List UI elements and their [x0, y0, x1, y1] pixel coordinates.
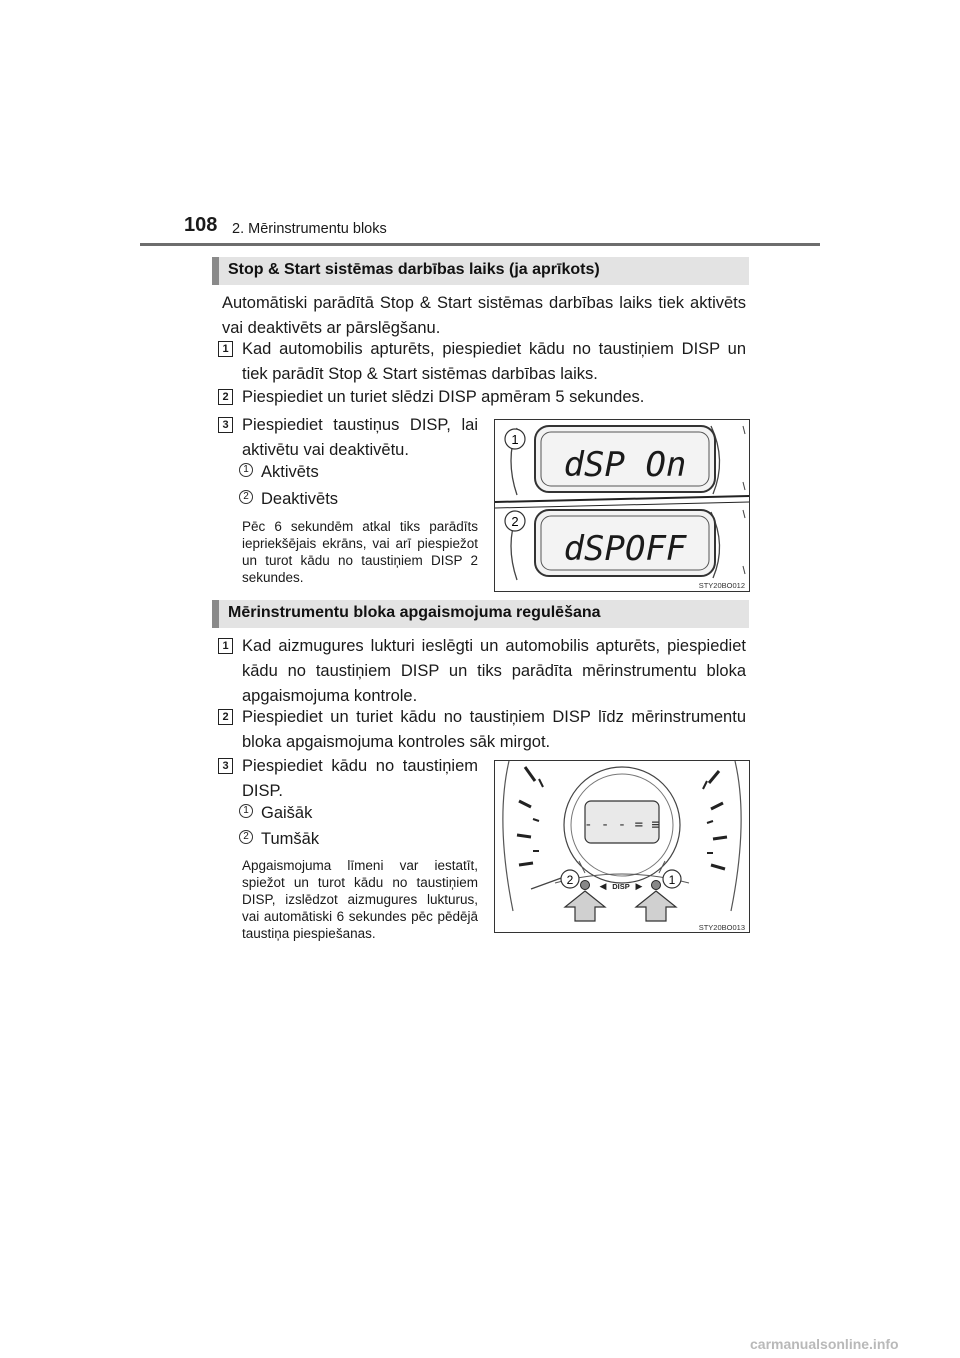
disp-right-button: [652, 881, 661, 890]
step-text: Piespiediet taustiņus DISP, lai aktivētu vai deaktivētu.: [242, 416, 478, 459]
note-text: Pēc 6 sekundēm atkal tiks parādīts iepriekšējais ekrāns, vai arī piespiežot un turot kādu no taustiņiem DISP 2 sekundes.: [242, 519, 478, 585]
brightness-level-readout: - - - = ≡: [584, 817, 660, 833]
display-off-readout: dSPOFF: [563, 529, 687, 569]
right-arrow-icon: ▶: [635, 881, 643, 891]
lcd-display-diagram: [495, 420, 749, 591]
step-number-box: 2: [218, 709, 233, 725]
figure-code: STY20BO013: [698, 923, 745, 932]
option-label: Aktivēts: [261, 463, 319, 481]
option-label: Deaktivēts: [261, 490, 339, 508]
step-number-box: 3: [218, 758, 233, 774]
step-text: Kad aizmugures lukturi ieslēgti un automobilis apturēts, piespiediet kādu no taustiņiem DISP un tiks parādīta mērinstrumentu bloka apgaismojuma kontrole.: [242, 637, 746, 705]
instrument-cluster-diagram: [495, 761, 749, 932]
option-label: Gaišāk: [261, 804, 313, 822]
note-text: Apgaismojuma līmeni var iestatīt, spiežot un turot kādu no taustiņiem DISP, izslēdzot aizmugures lukturus, vai automātiski 6 sekundes pēc pēdējā taustiņa piespiešanas.: [242, 858, 478, 941]
header-rule: [140, 243, 820, 246]
step-text: Piespiediet kādu no taustiņiem DISP.: [242, 757, 478, 800]
callout-number: 1: [511, 432, 519, 447]
step-number-box: 1: [218, 341, 233, 357]
display-illustration-figure: [494, 419, 750, 592]
section-heading-stop-start: [212, 257, 749, 285]
step-text: Piespiediet un turiet slēdzi DISP apmēram 5 sekundes.: [242, 388, 645, 406]
step-text: Piespiediet un turiet kādu no taustiņiem DISP līdz mērinstrumentu bloka apgaismojuma kontroles sāk mirgot.: [242, 708, 746, 751]
step-number-box: 2: [218, 389, 233, 405]
option-number-circle: 2: [239, 490, 253, 504]
section-title: Stop & Start sistēmas darbības laiks (ja aprīkots): [228, 261, 600, 278]
display-on-readout: dSP On: [563, 445, 687, 485]
option-number-circle: 1: [239, 804, 253, 818]
page-number: 108: [184, 214, 218, 236]
section-title: Mērinstrumentu bloka apgaismojuma regulēšana: [228, 604, 601, 621]
chapter-title: 2. Mērinstrumentu bloks: [232, 221, 387, 237]
left-arrow-icon: ◀: [599, 881, 607, 891]
step-number-box: 3: [218, 417, 233, 433]
figure-code: STY20BO012: [698, 581, 745, 590]
disp-label: DISP: [612, 882, 630, 891]
press-arrow-icon: [565, 891, 605, 921]
option-number-circle: 2: [239, 830, 253, 844]
callout-number: 2: [511, 514, 519, 529]
callout-number: 2: [566, 873, 574, 887]
intro-paragraph: Automātiski parādītā Stop & Start sistēmas darbības laiks tiek aktivēts vai deaktivēts ar pārslēgšanu.: [222, 294, 746, 337]
watermark: carmanualsonline.info: [750, 1336, 899, 1352]
press-arrow-icon: [636, 891, 676, 921]
section-heading-brightness: [212, 600, 749, 628]
option-label: Tumšāk: [261, 830, 320, 848]
step-text: Kad automobilis apturēts, piespiediet kādu no taustiņiem DISP un tiek parādīt Stop & Start sistēmas darbības laiks.: [242, 340, 746, 383]
step-number-box: 1: [218, 638, 233, 654]
cluster-illustration-figure: [494, 760, 750, 933]
callout-number: 1: [668, 873, 676, 887]
disp-left-button: [581, 881, 590, 890]
option-number-circle: 1: [239, 463, 253, 477]
